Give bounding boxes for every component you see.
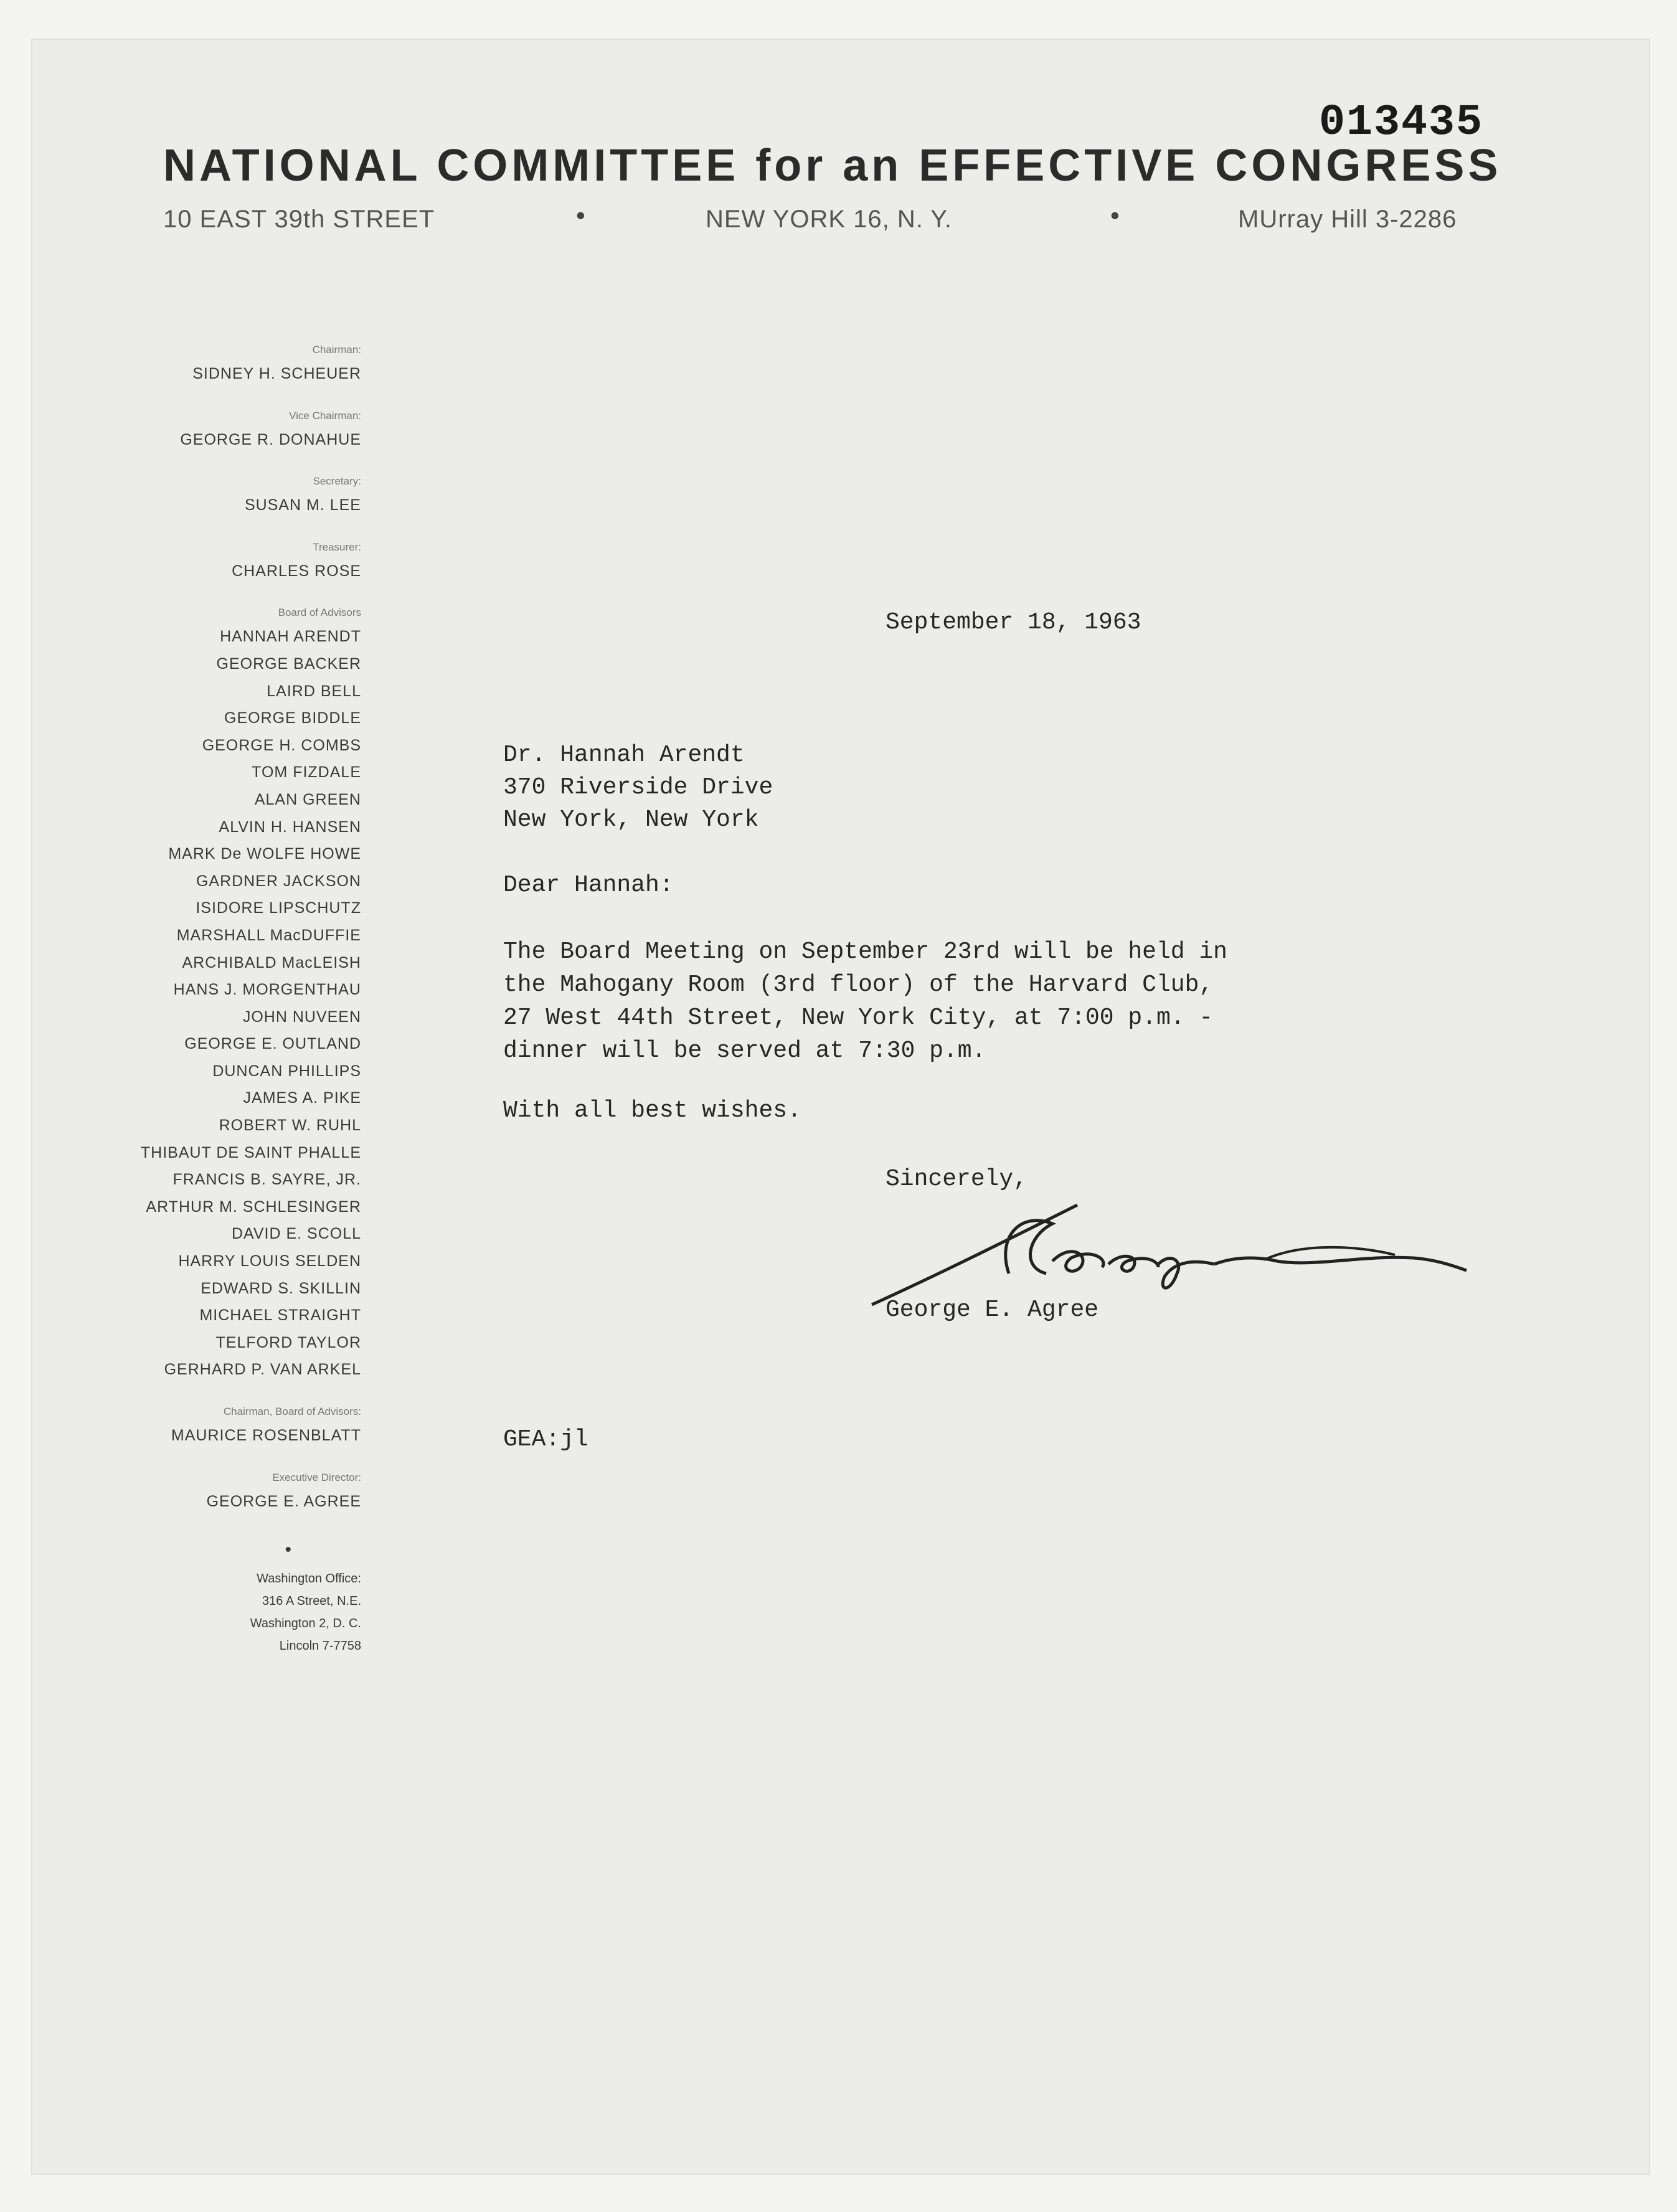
board-member: MARSHALL MacDUFFIE [176,926,361,944]
letterhead-sidebar [93,339,361,1657]
board-member: ARTHUR M. SCHLESINGER [146,1198,361,1216]
board-member: GERHARD P. VAN ARKEL [164,1361,361,1379]
board-list [93,623,361,1384]
handwritten-signature [866,1199,1476,1311]
washington-office [93,1567,361,1657]
board-member: EDWARD S. SKILLIN [201,1279,361,1297]
board-member: GEORGE E. OUTLAND [184,1035,361,1053]
board-member: ALVIN H. HANSEN [219,818,361,836]
board-member: DAVID E. SCOLL [231,1225,361,1243]
letterhead-street: 10 EAST 39th STREET [163,206,435,233]
officer-name: SIDNEY H. SCHEUER [192,365,361,382]
board-member: ARCHIBALD MacLEISH [182,953,361,971]
officer-vice-chairman [93,405,361,454]
role-label: Vice Chairman: [289,409,361,422]
officer-chairman [93,339,361,388]
board-member: TELFORD TAYLOR [215,1333,361,1351]
board-member: GEORGE BIDDLE [224,709,361,727]
board-member: ROBERT W. RUHL [219,1117,361,1135]
board-of-advisors [93,602,361,1384]
board-member: GEORGE H. COMBS [202,736,361,754]
signer-name: George E. Agree [886,1297,1099,1323]
letterhead-city: NEW YORK 16, N. Y. [706,206,952,233]
role-label: Chairman, Board of Advisors: [223,1406,361,1417]
recipient-address [503,739,773,836]
officer-name: MAURICE ROSENBLATT [171,1427,361,1444]
organization-name: NATIONAL COMMITTEE for an EFFECTIVE CONGRESS [163,141,1502,191]
body-line: 27 West 44th Street, New York City, at 7:00 p.m. - [503,1004,1214,1031]
role-label: Executive Director: [272,1471,361,1483]
body-line: the Mahogany Room (3rd floor) of the Harvard Club, [503,971,1214,998]
recipient-line: 370 Riverside Drive [503,774,773,801]
board-member: GEORGE BACKER [216,655,361,673]
officer-name: CHARLES ROSE [232,562,361,580]
role-label: Board of Advisors [278,607,361,619]
letterhead-separator: • [1110,201,1120,230]
typist-initials: GEA:jl [503,1426,588,1453]
board-member: THIBAUT DE SAINT PHALLE [140,1143,361,1161]
board-member: DUNCAN PHILLIPS [212,1062,361,1080]
board-member: HANNAH ARENDT [220,628,361,646]
letter-date: September 18, 1963 [886,609,1141,636]
officer-treasurer [93,537,361,585]
officer-secretary [93,471,361,519]
sidebar-separator: • [285,1539,291,1561]
letterhead-phone: MUrray Hill 3-2286 [1238,206,1457,233]
role-label: Chairman: [312,344,361,356]
board-member: MICHAEL STRAIGHT [199,1307,361,1325]
document-number: 013435 [1319,98,1484,148]
closing-line: With all best wishes. [503,1097,801,1124]
board-member: GARDNER JACKSON [196,872,361,890]
body-line: dinner will be served at 7:30 p.m. [503,1037,986,1064]
recipient-line: New York, New York [503,806,759,833]
role-label: Treasurer: [313,541,361,553]
letter-body [503,935,1227,1067]
officer-name: SUSAN M. LEE [244,496,361,514]
executive-director [93,1467,361,1516]
board-member: TOM FIZDALE [252,763,361,782]
board-member: ALAN GREEN [254,790,361,808]
board-member: JAMES A. PIKE [243,1089,361,1107]
officer-name: GEORGE R. DONAHUE [180,430,361,448]
washington-line: Lincoln 7-7758 [279,1639,361,1653]
officer-name: GEORGE E. AGREE [206,1492,361,1510]
letterhead-separator: • [576,201,585,230]
board-member: HARRY LOUIS SELDEN [178,1252,361,1270]
washington-line: Washington 2, D. C. [250,1617,361,1631]
board-member: FRANCIS B. SAYRE, JR. [172,1171,361,1189]
role-label: Secretary: [313,475,361,488]
recipient-line: Dr. Hannah Arendt [503,742,745,768]
washington-line: 316 A Street, N.E. [262,1594,361,1609]
sign-off: Sincerely, [886,1166,1028,1193]
board-member: ISIDORE LIPSCHUTZ [196,899,361,917]
chairman-board [93,1401,361,1450]
board-member: HANS J. MORGENTHAU [173,981,361,999]
body-line: The Board Meeting on September 23rd will be held in [503,938,1227,965]
washington-line: Washington Office: [257,1572,361,1586]
board-member: MARK De WOLFE HOWE [168,845,361,863]
board-member: LAIRD BELL [267,682,361,700]
board-member: JOHN NUVEEN [242,1008,361,1026]
salutation: Dear Hannah: [503,872,674,899]
